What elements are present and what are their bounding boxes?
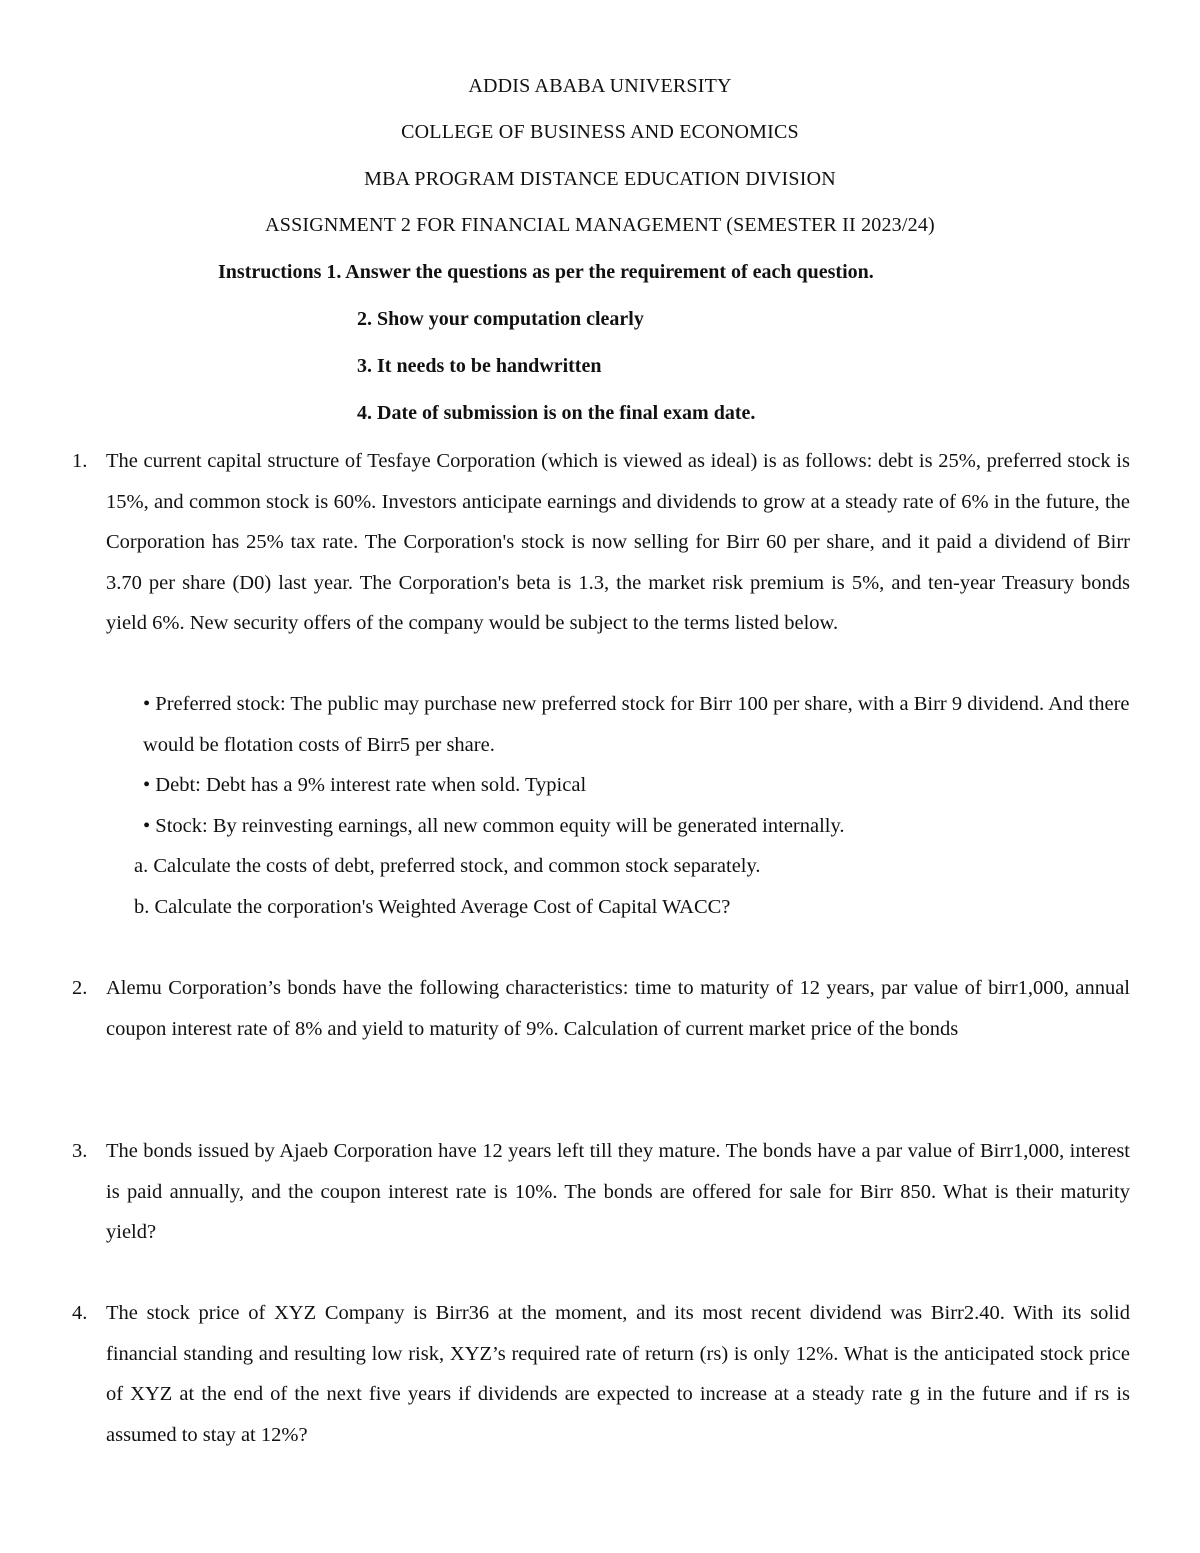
question-3-text: The bonds issued by Ajaeb Corporation have 12 years left till they mature. The bonds have a par value of Birr1,000, interest is paid annually, and the coupon interest rate is 10%. The bonds are offered for sale for Birr 850. What is their maturity yield? [106,1140,1130,1244]
question-1-term-preferred: • Preferred stock: The public may purchase new preferred stock for Birr 100 per share, with a Birr 9 dividend. And there would be flotation costs of Birr5 per share. [143,693,1130,756]
question-3-number: 3. [72,1140,88,1162]
instruction-3: 3. It needs to be handwritten [357,355,602,377]
question-2-text: Alemu Corporation’s bonds have the following characteristics: time to maturity of 12 years, par value of birr1,000, annual coupon interest rate of 8% and yield to maturity of 9%. Calculation of current market price of the bonds [106,977,1130,1040]
program-title: MBA PROGRAM DISTANCE EDUCATION DIVISION [364,168,836,190]
question-1-part-b: b. Calculate the corporation's Weighted Average Cost of Capital WACC? [134,896,731,918]
college-title: COLLEGE OF BUSINESS AND ECONOMICS [401,121,799,143]
university-title: ADDIS ABABA UNIVERSITY [468,75,732,97]
instruction-1: Instructions 1. Answer the questions as per the requirement of each question. [218,261,874,283]
question-1-part-a: a. Calculate the costs of debt, preferred stock, and common stock separately. [134,855,761,877]
question-1-term-debt: • Debt: Debt has a 9% interest rate when sold. Typical [143,774,587,796]
instruction-4: 4. Date of submission is on the final exam date. [357,402,756,424]
question-1-term-stock: • Stock: By reinvesting earnings, all new common equity will be generated internally. [143,815,845,837]
instruction-2: 2. Show your computation clearly [357,308,644,330]
question-1-number: 1. [72,450,88,472]
question-4-number: 4. [72,1302,88,1324]
question-2-number: 2. [72,977,88,999]
question-4-text: The stock price of XYZ Company is Birr36 at the moment, and its most recent dividend was Birr2.40. With its solid financial standing and resulting low risk, XYZ’s required rate of return (rs) is only 12%. What is the anticipated stock price of XYZ at the end of the next five years if dividends are expected to increase at a steady rate g in the future and if rs is assumed to stay at 12%? [106,1302,1130,1446]
question-1-text: The current capital structure of Tesfaye Corporation (which is viewed as ideal) is as follows: debt is 25%, preferred stock is 15%, and common stock is 60%. Investors anticipate earnings and dividends to grow at a steady rate of 6% in the future, the Corporation has 25% tax rate. The Corporation's stock is now selling for Birr 60 per share, and it paid a dividend of Birr 3.70 per share (D0) last year. The Corporation's beta is 1.3, the market risk premium is 5%, and ten-year Treasury bonds yield 6%. New security offers of the company would be subject to the terms listed below. [106,450,1130,635]
assignment-title: ASSIGNMENT 2 FOR FINANCIAL MANAGEMENT (SEMESTER II 2023/24) [265,214,935,236]
